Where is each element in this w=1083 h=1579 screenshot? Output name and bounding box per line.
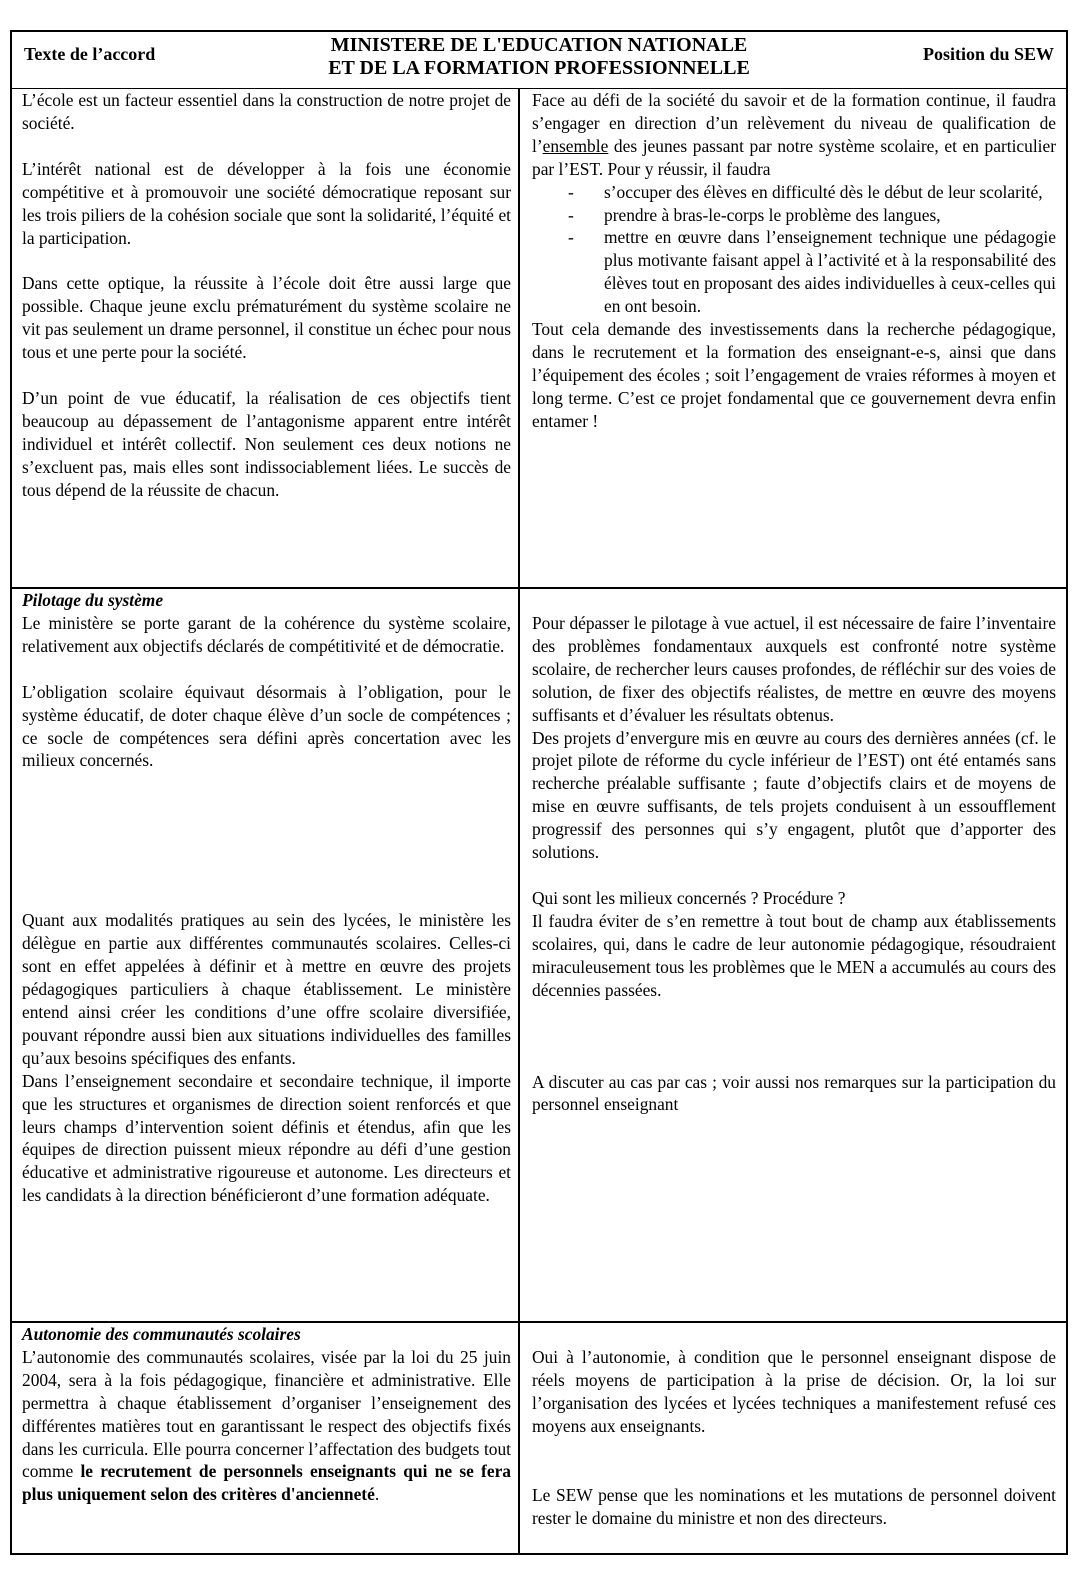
list-item: - s’occuper des élèves en difficulté dès le début de leur scolarité, [532, 181, 1056, 204]
paragraph: Dans l’enseignement secondaire et secondaire technique, il importe que les structures et organismes de direction soient renforcés et que leurs champs d’intervention soient définis et étendus, afin que les équipes de direction puissent mieux répondre au défi d’une gestion éducative et administrative rigoureuse et autonome. Les directeurs et les candidats à la direction bénéficieront d’une formation adéquate. [22, 1070, 511, 1206]
paragraph: L’école est un facteur essentiel dans la construction de notre projet de société. [22, 90, 511, 133]
paragraph: Le SEW pense que les nominations et les mutations de personnel doivent rester le domaine du ministre et non des directeurs. [532, 1484, 1056, 1528]
column-header-sew: Position du SEW [922, 44, 1054, 64]
paragraph: A discuter au cas par cas ; voir aussi nos remarques sur la participation du personnel enseignant [532, 1071, 1056, 1115]
list-item: - mettre en œuvre dans l’enseignement technique une pédagogie plus motivante faisant appel à l’activité et à la responsabilité des élèves tout en proposant des aides individuelles à ceux-celles qui en ont besoin. [532, 226, 1056, 318]
paragraph: L’intérêt national est de développer à la fois une économie compétitive et à promouvoir une société démocratique reposant sur les trois piliers de la cohésion sociale que sont la solidarité, l’équité et la participation. [22, 158, 511, 248]
accord-cell [12, 1323, 520, 1553]
paragraph: Oui à l’autonomie, à condition que le personnel enseignant dispose de réels moyens de participation à la prise de décision. Or, la loi sur l’organisation des lycées et lycées techniques a manifestement refusé ces moyens aux enseignants. [532, 1347, 1056, 1436]
paragraph: L’autonomie des communautés scolaires, visée par la loi du 25 juin 2004, sera à la fois pédagogique, financière et administrative. Elle permettra à chaque établissement d’organiser l’enseignement des différentes matières tout en garantissant le respect des objectifs fixés dans les curricula. Elle pourra concerner l’affectation des budgets tout comme le recrutement de personnels enseignants qui ne se fera plus uniquement selon des critères d'ancienneté. [22, 1346, 511, 1505]
accord-cell [12, 89, 520, 587]
table-row [12, 1323, 1066, 1553]
emphasis-bold: le recrutement de personnels enseignants qui ne se fera plus uniquement selon des critères d'ancienneté [22, 1461, 511, 1505]
sew-cell [520, 89, 1066, 587]
ministry-title-line1: MINISTERE DE L'EDUCATION NATIONALE [330, 34, 748, 56]
paragraph: D’un point de vue éducatif, la réalisation de ces objectifs tient beaucoup au dépassement de l’antagonisme apparent entre intérêt individuel et intérêt collectif. Non seulement ces deux notions ne s’excluent pas, mais elles sont indissociablement liées. Le succès de tous dépend de la réussite de chacun. [22, 388, 511, 500]
table-row [12, 589, 1066, 1323]
section-title: Autonomie des communautés scolaires [22, 1324, 301, 1344]
comparison-table [10, 30, 1068, 1555]
ministry-title [12, 34, 1066, 80]
paragraph: Qui sont les milieux concernés ? Procédure ? [532, 887, 846, 908]
column-header-accord: Texte de l’accord [24, 44, 156, 64]
table-row [12, 89, 1066, 589]
paragraph: Il faudra éviter de s’en remettre à tout bout de champ aux établissements scolaires, qui, dans le cadre de leur autonomie pédagogique, résoudraient miraculeusement tous les problèmes que le MEN a accumulés au cours des décennies passées. [532, 910, 1056, 1000]
paragraph: Dans cette optique, la réussite à l’école doit être aussi large que possible. Chaque jeune exclu prématurément du système scolaire ne vit pas seulement un drame personnel, il constitue un échec pour nous tous et une perte pour la société. [22, 273, 511, 363]
paragraph: Pour dépasser le pilotage à vue actuel, il est nécessaire de faire l’inventaire des problèmes fondamentaux auxquels est confronté notre système scolaire, de rechercher leurs causes profondes, de réfléchir sur des voies de solution, de fixer des objectifs réalistes, de mettre en œuvre des moyens suffisants et d’évaluer les résultats obtenus. [532, 613, 1056, 725]
dash-list [532, 181, 1056, 318]
paragraph: Des projets d’envergure mis en œuvre au cours des dernières années (cf. le projet pilote de réforme du cycle inférieur de l’EST) ont été entamés sans recherche préalable suffisante ; faute d’objectifs clairs et de moyens de mise en œuvre suffisants, de tels projets conduisent à un essoufflement progressif des personnes qui s’y engagent, plutôt que d’apporter des solutions. [532, 727, 1056, 863]
paragraph: Face au défi de la société du savoir et de la formation continue, il faudra s’engager en direction d’un relèvement du niveau de qualification de l’ensemble des jeunes passant par notre système scolaire, et en particulier par l’EST. Pour y réussir, il faudra [532, 90, 1056, 179]
accord-cell [12, 589, 520, 1321]
table-header [12, 32, 1066, 89]
list-item: - prendre à bras-le-corps le problème des langues, [532, 204, 1056, 227]
sew-cell [520, 589, 1066, 1321]
ministry-title-line2: ET DE LA FORMATION PROFESSIONNELLE [328, 57, 750, 79]
paragraph: Tout cela demande des investissements dans la recherche pédagogique, dans le recrutement et la formation des enseignant-e-s, ainsi que dans l’équipement des écoles ; soit l’engagement de vraies réformes à moyen et long terme. C’est ce projet fondamental que ce gouvernement devra enfin entamer ! [532, 319, 1056, 431]
section-title: Pilotage du système [22, 590, 164, 610]
sew-cell [520, 1323, 1066, 1553]
paragraph: L’obligation scolaire équivaut désormais à l’obligation, pour le système éducatif, de doter chaque élève d’un socle de compétences ; ce socle de compétences sera défini après concertation avec les milieux concernés. [22, 681, 511, 771]
emphasis-underline: ensemble [542, 135, 609, 156]
paragraph: Quant aux modalités pratiques au sein des lycées, le ministère les délègue en partie aux différentes communautés scolaires. Celles-ci sont en effet appelées à définir et à mettre en œuvre des projets pédagogiques particuliers à chaque établissement. Le ministère entend ainsi créer les conditions d’une offre scolaire diversifiée, pouvant répondre aussi bien aux situations individuelles des familles qu’aux besoins spécifiques des enfants. [22, 910, 511, 1068]
paragraph: Le ministère se porte garant de la cohérence du système scolaire, relativement aux objectifs déclarés de compétitivité et de démocratie. [22, 612, 511, 656]
